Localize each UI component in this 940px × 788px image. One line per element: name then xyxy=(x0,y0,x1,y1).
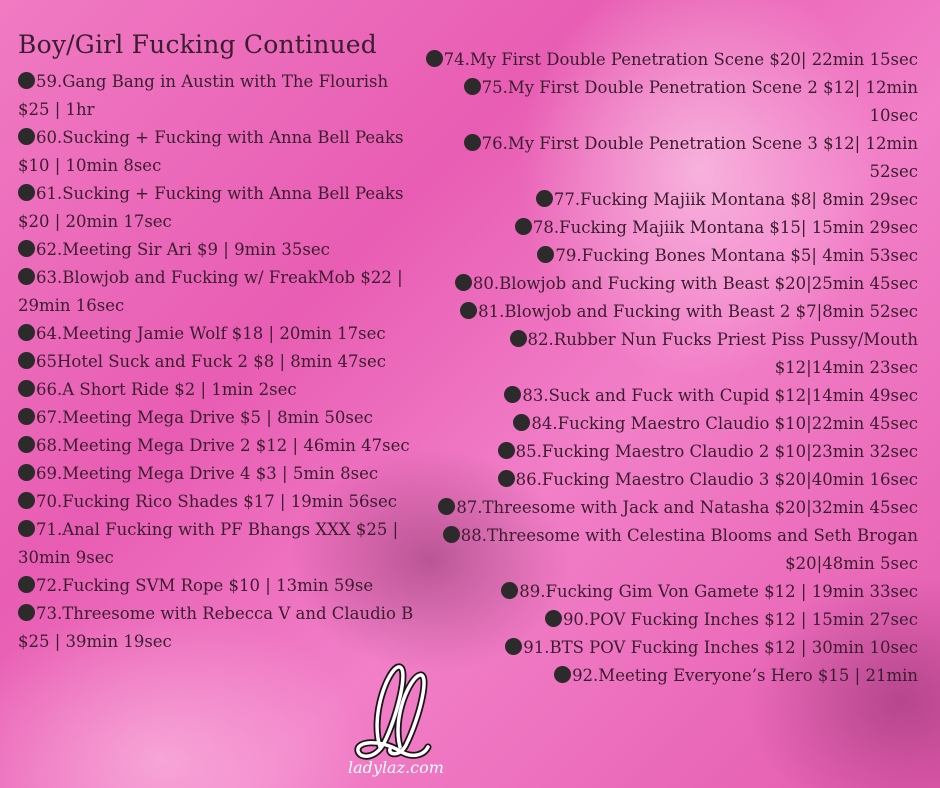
bullet-icon xyxy=(505,638,522,655)
bullet-icon xyxy=(464,134,481,151)
list-item-text: 61.Sucking + Fucking with Anna Bell Peaks $20 | 20min 17sec xyxy=(18,184,404,231)
bullet-icon xyxy=(545,610,562,627)
list-item-text: 89.Fucking Gim Von Gamete $12 | 19min 33sec xyxy=(519,582,918,601)
list-item-text: 76.My First Double Penetration Scene 3 $12| 12min 52sec xyxy=(481,134,918,181)
bullet-icon xyxy=(464,78,481,95)
list-item xyxy=(425,634,918,662)
bullet-icon xyxy=(18,352,35,369)
bullet-icon xyxy=(18,408,35,425)
list-item-text: 70.Fucking Rico Shades $17 | 19min 56sec xyxy=(36,492,397,511)
list-item-text: 80.Blowjob and Fucking with Beast $20|25min 45sec xyxy=(472,274,918,293)
list-item-text: 92.Meeting Everyone’s Hero $15 | 21min xyxy=(572,666,918,685)
list-item xyxy=(18,404,423,432)
list-item-text: 91.BTS POV Fucking Inches $12 | 30min 10sec xyxy=(523,638,918,657)
bullet-icon xyxy=(18,324,35,341)
list-item xyxy=(425,466,918,494)
list-item xyxy=(18,516,423,572)
list-item xyxy=(425,270,918,298)
list-item-text: 74.My First Double Penetration Scene $20| 22min 15sec xyxy=(443,50,918,69)
list-item xyxy=(425,438,918,466)
bullet-icon xyxy=(498,442,515,459)
bullet-icon xyxy=(554,666,571,683)
list-item xyxy=(425,382,918,410)
list-item xyxy=(425,242,918,270)
list-item xyxy=(425,326,918,382)
bullet-icon xyxy=(18,520,35,537)
bullet-icon xyxy=(501,582,518,599)
list-item-text: 71.Anal Fucking with PF Bhangs XXX $25 | 30min 9sec xyxy=(18,520,399,567)
list-item xyxy=(18,320,423,348)
bullet-icon xyxy=(455,274,472,291)
bullet-icon xyxy=(438,498,455,515)
list-item xyxy=(18,460,423,488)
list-item-text: 83.Suck and Fuck with Cupid $12|14min 49sec xyxy=(522,386,918,405)
bullet-icon xyxy=(426,50,443,67)
list-item-text: 69.Meeting Mega Drive 4 $3 | 5min 8sec xyxy=(36,464,379,483)
list-item xyxy=(425,298,918,326)
list-item-text: 85.Fucking Maestro Claudio 2 $10|23min 32sec xyxy=(515,442,918,461)
list-item-text: 65Hotel Suck and Fuck 2 $8 | 8min 47sec xyxy=(36,352,387,371)
bullet-icon xyxy=(18,576,35,593)
bullet-icon xyxy=(18,184,35,201)
list-item-text: 90.POV Fucking Inches $12 | 15min 27sec xyxy=(562,610,918,629)
list-item-text: 79.Fucking Bones Montana $5| 4min 53sec xyxy=(555,246,918,265)
list-item xyxy=(18,432,423,460)
bullet-icon xyxy=(510,330,527,347)
list-item xyxy=(18,488,423,516)
list-item-text: 62.Meeting Sir Ari $9 | 9min 35sec xyxy=(36,240,330,259)
list-item xyxy=(425,578,918,606)
list-item xyxy=(425,662,918,690)
bullet-icon xyxy=(18,464,35,481)
list-item xyxy=(425,410,918,438)
bullet-icon xyxy=(536,190,553,207)
bullet-icon xyxy=(513,414,530,431)
list-item-text: 75.My First Double Penetration Scene 2 $12| 12min 10sec xyxy=(481,78,918,125)
list-item xyxy=(425,186,918,214)
list-item-text: 78.Fucking Majiik Montana $15| 15min 29sec xyxy=(532,218,918,237)
list-item-text: 73.Threesome with Rebecca V and Claudio B $25 | 39min 19sec xyxy=(18,604,414,651)
list-item-text: 87.Threesome with Jack and Natasha $20|32min 45sec xyxy=(456,498,918,517)
list-item-text: 81.Blowjob and Fucking with Beast 2 $7|8min 52sec xyxy=(478,302,918,321)
bullet-icon xyxy=(498,470,515,487)
list-item xyxy=(18,600,423,656)
bullet-icon xyxy=(537,246,554,263)
bullet-icon xyxy=(18,492,35,509)
list-item-text: 82.Rubber Nun Fucks Priest Piss Pussy/Mouth $12|14min 23sec xyxy=(527,330,918,377)
bullet-icon xyxy=(515,218,532,235)
list-item-text: 67.Meeting Mega Drive $5 | 8min 50sec xyxy=(36,408,373,427)
video-list-left xyxy=(18,68,423,656)
list-item-text: 86.Fucking Maestro Claudio 3 $20|40min 16sec xyxy=(515,470,918,489)
bullet-icon xyxy=(18,436,35,453)
list-item xyxy=(18,572,423,600)
bullet-icon xyxy=(18,268,35,285)
list-item-text: 68.Meeting Mega Drive 2 $12 | 46min 47sec xyxy=(36,436,410,455)
bullet-icon xyxy=(18,128,35,145)
list-item-text: 60.Sucking + Fucking with Anna Bell Peaks $10 | 10min 8sec xyxy=(18,128,404,175)
list-item xyxy=(425,606,918,634)
bullet-icon xyxy=(18,72,35,89)
bullet-icon xyxy=(460,302,477,319)
list-item xyxy=(18,180,423,236)
page-title: Boy/Girl Fucking Continued xyxy=(18,30,377,59)
logo-text: ladylaz.com xyxy=(348,758,444,777)
list-item-text: 66.A Short Ride $2 | 1min 2sec xyxy=(36,380,297,399)
list-item-text: 64.Meeting Jamie Wolf $18 | 20min 17sec xyxy=(36,324,386,343)
list-item xyxy=(18,264,423,320)
video-list-right xyxy=(425,46,918,690)
list-item-text: 77.Fucking Majiik Montana $8| 8min 29sec xyxy=(553,190,918,209)
list-item xyxy=(18,348,423,376)
bullet-icon xyxy=(18,240,35,257)
list-item xyxy=(425,46,918,74)
list-item xyxy=(425,214,918,242)
list-item-text: 88.Threesome with Celestina Blooms and Seth Brogan $20|48min 5sec xyxy=(460,526,918,573)
list-item xyxy=(425,494,918,522)
list-item xyxy=(425,130,918,186)
list-item xyxy=(425,74,918,130)
bullet-icon xyxy=(443,526,460,543)
bullet-icon xyxy=(18,604,35,621)
list-item xyxy=(18,68,423,124)
list-item-text: 59.Gang Bang in Austin with The Flourish $25 | 1hr xyxy=(18,72,389,119)
list-item-text: 63.Blowjob and Fucking w/ FreakMob $22 | 29min 16sec xyxy=(18,268,403,315)
bullet-icon xyxy=(504,386,521,403)
bullet-icon xyxy=(18,380,35,397)
list-item xyxy=(18,236,423,264)
list-item xyxy=(18,376,423,404)
list-item xyxy=(18,124,423,180)
list-item-text: 84.Fucking Maestro Claudio $10|22min 45sec xyxy=(531,414,918,433)
list-item-text: 72.Fucking SVM Rope $10 | 13min 59se xyxy=(36,576,374,595)
list-item xyxy=(425,522,918,578)
